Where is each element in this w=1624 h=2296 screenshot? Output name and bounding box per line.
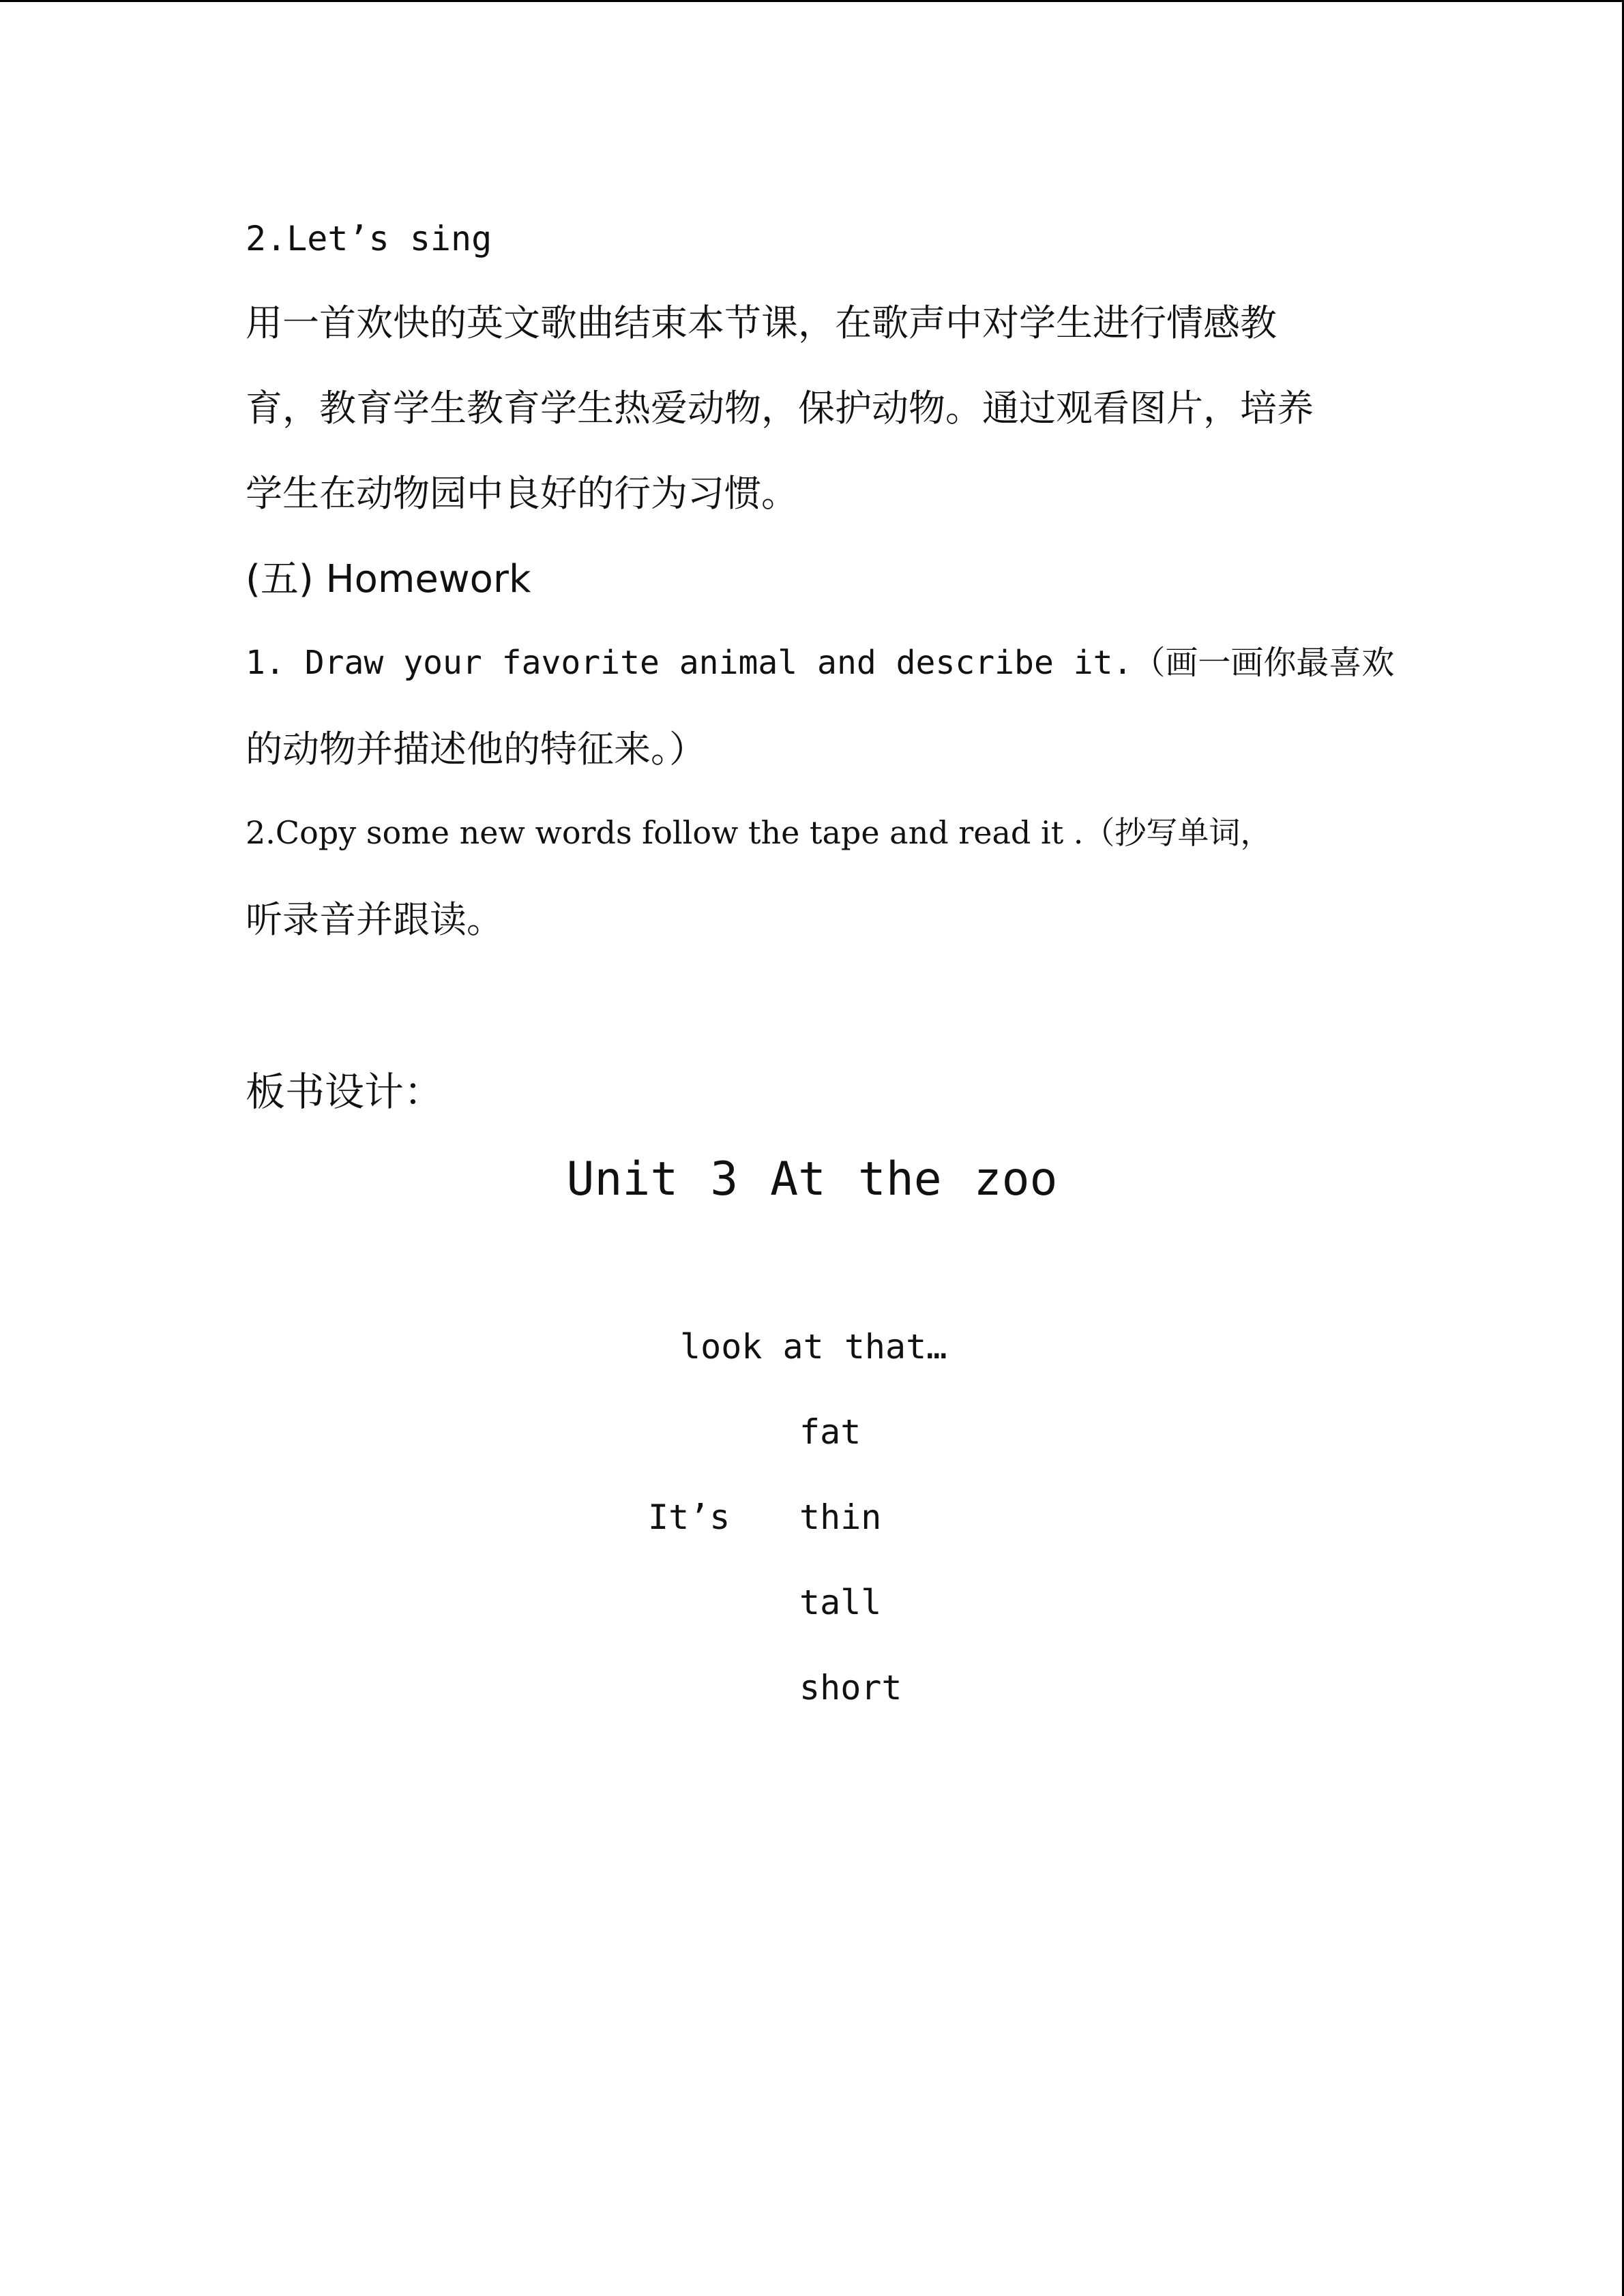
homework-1-line-1: 1. Draw your favorite animal and describe it.（画一画你最喜欢 bbox=[246, 644, 1395, 682]
board-title: Unit 3 At the zoo bbox=[566, 1152, 1058, 1206]
paragraph-line-2: 育，教育学生教育学生热爱动物，保护动物。通过观看图片，培养 bbox=[246, 387, 1314, 430]
board-word-fat: fat bbox=[799, 1412, 861, 1452]
lets-sing-heading: 2.Let’s sing bbox=[246, 219, 492, 258]
board-its: It’s bbox=[648, 1497, 730, 1537]
board-word-thin: thin bbox=[799, 1497, 882, 1537]
board-word-short: short bbox=[799, 1668, 902, 1708]
paragraph-line-1: 用一首欢快的英文歌曲结束本节课，在歌声中对学生进行情感教 bbox=[246, 301, 1277, 344]
paragraph-line-3: 学生在动物园中良好的行为习惯。 bbox=[246, 472, 798, 515]
homework-heading: (五) Homework bbox=[246, 557, 531, 601]
homework-2-line-1: 2.Copy some new words follow the tape and read it .（抄写单词， bbox=[246, 814, 1272, 851]
board-design-label: 板书设计： bbox=[246, 1069, 444, 1115]
homework-2-line-2: 听录音并跟读。 bbox=[246, 898, 503, 941]
homework-1-line-2: 的动物并描述他的特征来。） bbox=[246, 728, 706, 771]
page-border-top bbox=[0, 0, 1624, 2]
board-word-tall: tall bbox=[799, 1583, 882, 1622]
board-look-at-that: look at that… bbox=[680, 1327, 947, 1367]
